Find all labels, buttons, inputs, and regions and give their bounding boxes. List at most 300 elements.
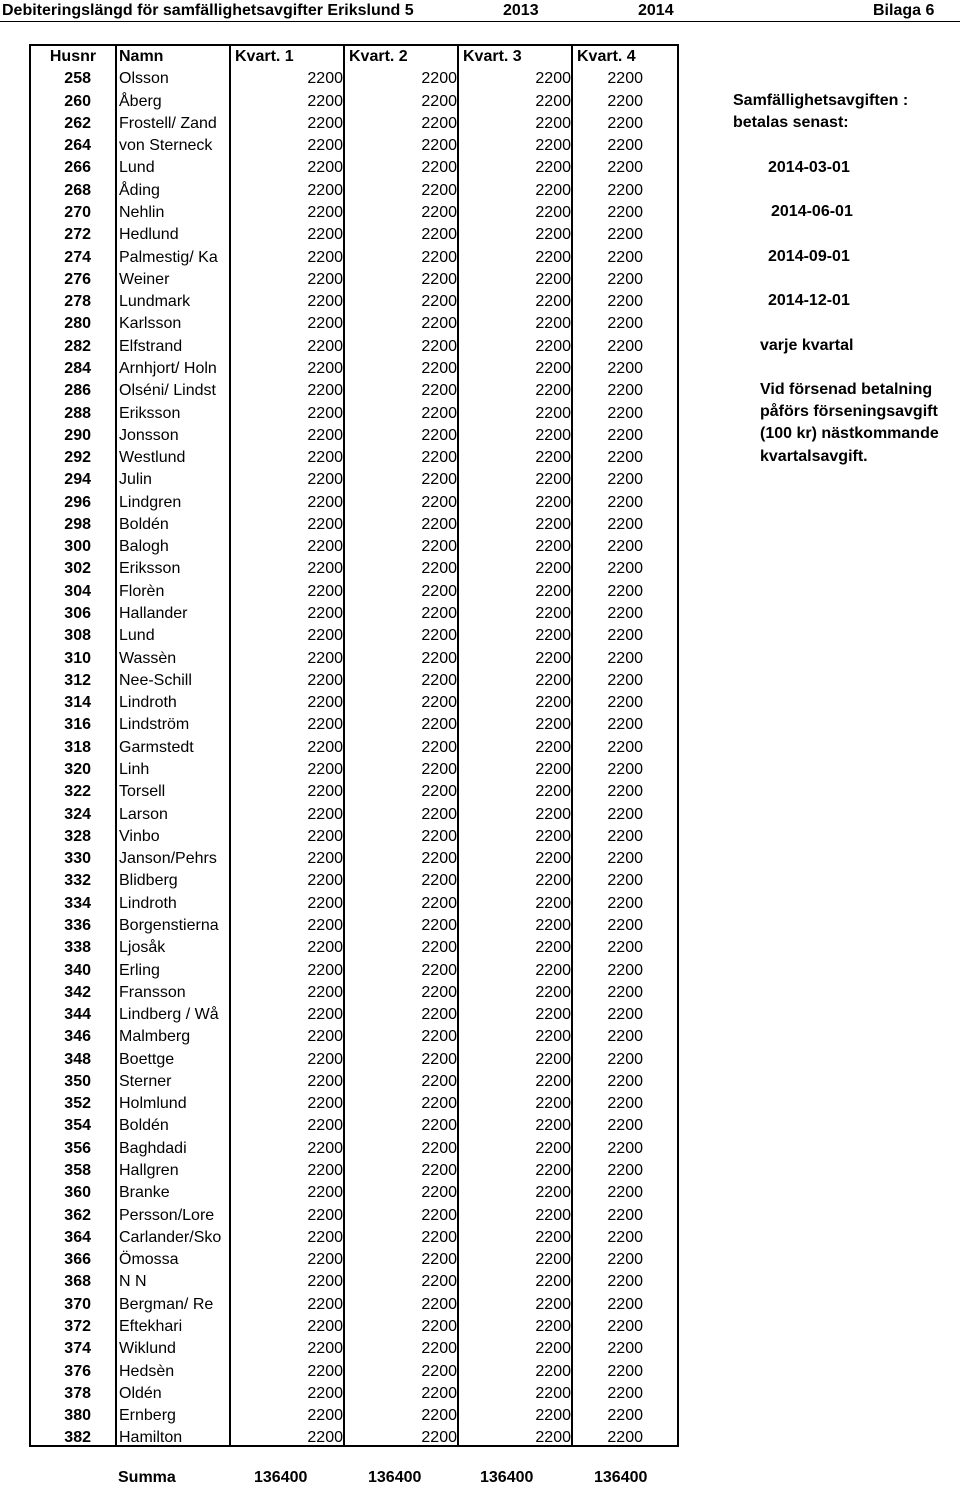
cell-kvart-4: 2200 <box>607 894 643 912</box>
cell-husnr: 338 <box>64 939 91 957</box>
table-row <box>31 358 677 380</box>
cell-husnr: 370 <box>64 1295 91 1313</box>
cell-namn: Boldén <box>119 515 169 533</box>
cell-kvart-2: 2200 <box>421 671 457 689</box>
cell-husnr: 312 <box>64 671 91 689</box>
cell-kvart-3: 2200 <box>535 1317 571 1335</box>
cell-namn: Lund <box>119 627 155 645</box>
cell-kvart-2: 2200 <box>421 315 457 333</box>
cell-kvart-2: 2200 <box>421 1384 457 1402</box>
table-row <box>31 625 677 647</box>
year-to: 2014 <box>638 2 674 19</box>
table-row <box>31 514 677 536</box>
table-row <box>31 425 677 447</box>
cell-kvart-1: 2200 <box>307 538 343 556</box>
cell-kvart-4: 2200 <box>607 1384 643 1402</box>
cell-kvart-1: 2200 <box>307 1050 343 1068</box>
cell-kvart-3: 2200 <box>535 1362 571 1380</box>
cell-kvart-4: 2200 <box>607 1273 643 1291</box>
cell-kvart-4: 2200 <box>607 605 643 623</box>
cell-kvart-4: 2200 <box>607 1050 643 1068</box>
table-row <box>31 224 677 246</box>
cell-kvart-2: 2200 <box>421 203 457 221</box>
cell-kvart-4: 2200 <box>607 1407 643 1425</box>
cell-namn: Arnhjort/ Holn <box>119 359 217 377</box>
cell-husnr: 276 <box>64 270 91 288</box>
column-header-kvart-1: Kvart. 1 <box>235 48 294 65</box>
cell-husnr: 264 <box>64 137 91 155</box>
cell-kvart-3: 2200 <box>535 181 571 199</box>
cell-kvart-1: 2200 <box>307 894 343 912</box>
cell-kvart-4: 2200 <box>607 515 643 533</box>
table-row <box>31 982 677 1004</box>
table-row <box>31 469 677 491</box>
cell-husnr: 302 <box>64 560 91 578</box>
cell-namn: Ljosåk <box>119 939 166 957</box>
cell-kvart-1: 2200 <box>307 92 343 110</box>
cell-kvart-4: 2200 <box>607 1162 643 1180</box>
frequency-note: varje kvartal <box>760 337 854 354</box>
cell-kvart-1: 2200 <box>307 1273 343 1291</box>
cell-kvart-1: 2200 <box>307 493 343 511</box>
cell-kvart-3: 2200 <box>535 1407 571 1425</box>
cell-kvart-2: 2200 <box>421 649 457 667</box>
column-header-namn: Namn <box>119 48 164 65</box>
cell-husnr: 344 <box>64 1006 91 1024</box>
cell-kvart-3: 2200 <box>535 1006 571 1024</box>
cell-namn: Eriksson <box>119 404 181 422</box>
cell-husnr: 322 <box>64 783 91 801</box>
cell-husnr: 282 <box>64 337 91 355</box>
cell-namn: Hedsèn <box>119 1362 175 1380</box>
cell-kvart-3: 2200 <box>535 805 571 823</box>
cell-kvart-1: 2200 <box>307 1095 343 1113</box>
cell-husnr: 348 <box>64 1050 91 1068</box>
cell-kvart-3: 2200 <box>535 315 571 333</box>
cell-kvart-4: 2200 <box>607 1117 643 1135</box>
cell-namn: Nehlin <box>119 203 165 221</box>
cell-husnr: 274 <box>64 248 91 266</box>
cell-kvart-2: 2200 <box>421 1006 457 1024</box>
cell-kvart-3: 2200 <box>535 916 571 934</box>
table-row <box>31 68 677 90</box>
due-date-2: 2014-06-01 <box>771 203 853 220</box>
column-header-kvart-3: Kvart. 3 <box>463 48 522 65</box>
cell-kvart-1: 2200 <box>307 359 343 377</box>
cell-kvart-2: 2200 <box>421 916 457 934</box>
cell-kvart-3: 2200 <box>535 270 571 288</box>
cell-namn: Eriksson <box>119 560 181 578</box>
cell-kvart-4: 2200 <box>607 426 643 444</box>
cell-kvart-4: 2200 <box>607 449 643 467</box>
cell-kvart-4: 2200 <box>607 270 643 288</box>
cell-namn: Elfstrand <box>119 337 183 355</box>
cell-husnr: 314 <box>64 694 91 712</box>
cell-kvart-2: 2200 <box>421 92 457 110</box>
cell-kvart-3: 2200 <box>535 137 571 155</box>
table-row <box>31 447 677 469</box>
cell-kvart-1: 2200 <box>307 716 343 734</box>
cell-kvart-3: 2200 <box>535 582 571 600</box>
cell-namn: Olsson <box>119 70 169 88</box>
table-row <box>31 1182 677 1204</box>
cell-kvart-2: 2200 <box>421 760 457 778</box>
cell-kvart-3: 2200 <box>535 760 571 778</box>
cell-kvart-2: 2200 <box>421 1095 457 1113</box>
cell-namn: Nee-Schill <box>119 671 192 689</box>
cell-kvart-2: 2200 <box>421 894 457 912</box>
cell-kvart-3: 2200 <box>535 1117 571 1135</box>
cell-kvart-3: 2200 <box>535 1206 571 1224</box>
cell-kvart-2: 2200 <box>421 181 457 199</box>
cell-husnr: 262 <box>64 114 91 132</box>
cell-namn: Blidberg <box>119 872 178 890</box>
cell-husnr: 278 <box>64 293 91 311</box>
cell-kvart-1: 2200 <box>307 70 343 88</box>
cell-namn: Erling <box>119 961 160 979</box>
table-row <box>31 1249 677 1271</box>
cell-kvart-2: 2200 <box>421 1228 457 1246</box>
cell-kvart-1: 2200 <box>307 582 343 600</box>
cell-kvart-3: 2200 <box>535 738 571 756</box>
table-header-row <box>31 46 677 68</box>
cell-kvart-4: 2200 <box>607 1028 643 1046</box>
cell-kvart-2: 2200 <box>421 114 457 132</box>
cell-kvart-4: 2200 <box>607 1340 643 1358</box>
cell-kvart-4: 2200 <box>607 359 643 377</box>
cell-husnr: 306 <box>64 605 91 623</box>
cell-kvart-1: 2200 <box>307 1340 343 1358</box>
cell-husnr: 354 <box>64 1117 91 1135</box>
cell-husnr: 350 <box>64 1072 91 1090</box>
cell-kvart-2: 2200 <box>421 694 457 712</box>
table-row <box>31 1383 677 1405</box>
cell-kvart-4: 2200 <box>607 137 643 155</box>
cell-kvart-4: 2200 <box>607 1139 643 1157</box>
late-note-line: påförs förseningsavgift <box>760 403 938 420</box>
cell-namn: Torsell <box>119 783 166 801</box>
cell-kvart-2: 2200 <box>421 1407 457 1425</box>
cell-kvart-1: 2200 <box>307 694 343 712</box>
cell-namn: Åberg <box>119 92 162 110</box>
cell-kvart-3: 2200 <box>535 627 571 645</box>
cell-kvart-4: 2200 <box>607 961 643 979</box>
cell-husnr: 382 <box>64 1429 91 1447</box>
table-row <box>31 1049 677 1071</box>
cell-kvart-4: 2200 <box>607 92 643 110</box>
cell-husnr: 378 <box>64 1384 91 1402</box>
cell-husnr: 270 <box>64 203 91 221</box>
cell-kvart-3: 2200 <box>535 538 571 556</box>
cell-kvart-4: 2200 <box>607 805 643 823</box>
cell-kvart-3: 2200 <box>535 1384 571 1402</box>
cell-husnr: 294 <box>64 471 91 489</box>
cell-kvart-2: 2200 <box>421 248 457 266</box>
table-row <box>31 536 677 558</box>
cell-kvart-1: 2200 <box>307 738 343 756</box>
cell-namn: Janson/Pehrs <box>119 850 217 868</box>
cell-namn: Borgenstierna <box>119 916 219 934</box>
table-row <box>31 247 677 269</box>
cell-kvart-2: 2200 <box>421 1206 457 1224</box>
header-divider <box>0 21 960 22</box>
cell-husnr: 340 <box>64 961 91 979</box>
cell-kvart-2: 2200 <box>421 1340 457 1358</box>
cell-kvart-3: 2200 <box>535 694 571 712</box>
cell-kvart-4: 2200 <box>607 983 643 1001</box>
cell-husnr: 332 <box>64 872 91 890</box>
cell-kvart-3: 2200 <box>535 1429 571 1447</box>
table-row <box>31 1405 677 1427</box>
cell-namn: Lindström <box>119 716 190 734</box>
cell-kvart-4: 2200 <box>607 649 643 667</box>
cell-kvart-4: 2200 <box>607 760 643 778</box>
table-row <box>31 826 677 848</box>
cell-namn: Hallander <box>119 605 188 623</box>
cell-kvart-1: 2200 <box>307 270 343 288</box>
cell-husnr: 342 <box>64 983 91 1001</box>
cell-kvart-2: 2200 <box>421 270 457 288</box>
cell-kvart-2: 2200 <box>421 1317 457 1335</box>
cell-kvart-1: 2200 <box>307 1162 343 1180</box>
cell-kvart-4: 2200 <box>607 850 643 868</box>
cell-kvart-3: 2200 <box>535 382 571 400</box>
cell-kvart-3: 2200 <box>535 1028 571 1046</box>
table-row <box>31 737 677 759</box>
cell-namn: Ernberg <box>119 1407 176 1425</box>
cell-kvart-4: 2200 <box>607 671 643 689</box>
cell-namn: Frostell/ Zand <box>119 114 217 132</box>
cell-husnr: 266 <box>64 159 91 177</box>
cell-kvart-3: 2200 <box>535 961 571 979</box>
cell-kvart-1: 2200 <box>307 1384 343 1402</box>
cell-husnr: 258 <box>64 70 91 88</box>
table-row <box>31 91 677 113</box>
cell-husnr: 334 <box>64 894 91 912</box>
cell-namn: Eftekhari <box>119 1317 183 1335</box>
cell-kvart-4: 2200 <box>607 694 643 712</box>
cell-kvart-4: 2200 <box>607 404 643 422</box>
table-row <box>31 781 677 803</box>
cell-kvart-1: 2200 <box>307 671 343 689</box>
cell-namn: Julin <box>119 471 152 489</box>
cell-kvart-2: 2200 <box>421 137 457 155</box>
cell-kvart-1: 2200 <box>307 449 343 467</box>
cell-husnr: 328 <box>64 827 91 845</box>
cell-kvart-3: 2200 <box>535 248 571 266</box>
cell-kvart-4: 2200 <box>607 783 643 801</box>
table-row <box>31 492 677 514</box>
table-row <box>31 848 677 870</box>
cell-kvart-1: 2200 <box>307 1317 343 1335</box>
cell-husnr: 356 <box>64 1139 91 1157</box>
cell-kvart-3: 2200 <box>535 203 571 221</box>
cell-kvart-1: 2200 <box>307 560 343 578</box>
table-row <box>31 1361 677 1383</box>
table-row <box>31 313 677 335</box>
column-divider <box>343 46 345 1445</box>
cell-husnr: 288 <box>64 404 91 422</box>
cell-namn: Persson/Lore <box>119 1206 215 1224</box>
cell-kvart-4: 2200 <box>607 382 643 400</box>
cell-kvart-1: 2200 <box>307 805 343 823</box>
cell-kvart-1: 2200 <box>307 293 343 311</box>
cell-namn: Lindroth <box>119 894 177 912</box>
cell-namn: Balogh <box>119 538 169 556</box>
cell-husnr: 260 <box>64 92 91 110</box>
cell-kvart-3: 2200 <box>535 515 571 533</box>
cell-kvart-1: 2200 <box>307 872 343 890</box>
cell-namn: Hamilton <box>119 1429 183 1447</box>
cell-namn: Weiner <box>119 270 170 288</box>
cell-kvart-1: 2200 <box>307 159 343 177</box>
table-row <box>31 1227 677 1249</box>
late-note-line: Vid försenad betalning <box>760 381 933 398</box>
cell-namn: Lindberg / Wå <box>119 1006 219 1024</box>
cell-husnr: 380 <box>64 1407 91 1425</box>
cell-kvart-3: 2200 <box>535 1095 571 1113</box>
cell-kvart-2: 2200 <box>421 627 457 645</box>
cell-kvart-3: 2200 <box>535 426 571 444</box>
column-divider <box>229 46 231 1445</box>
cell-namn: Boettge <box>119 1050 175 1068</box>
cell-kvart-4: 2200 <box>607 582 643 600</box>
cell-husnr: 290 <box>64 426 91 444</box>
table-row <box>31 1004 677 1026</box>
table-row <box>31 1160 677 1182</box>
cell-husnr: 304 <box>64 582 91 600</box>
cell-namn: Fransson <box>119 983 186 1001</box>
cell-husnr: 280 <box>64 315 91 333</box>
cell-kvart-4: 2200 <box>607 560 643 578</box>
cell-kvart-3: 2200 <box>535 293 571 311</box>
cell-kvart-3: 2200 <box>535 1050 571 1068</box>
cell-namn: Larson <box>119 805 168 823</box>
cell-kvart-2: 2200 <box>421 471 457 489</box>
cell-kvart-4: 2200 <box>607 1295 643 1313</box>
table-row <box>31 403 677 425</box>
sum-label: Summa <box>118 1469 176 1486</box>
cell-namn: Lindgren <box>119 493 182 511</box>
cell-namn: Åding <box>119 181 160 199</box>
cell-kvart-3: 2200 <box>535 404 571 422</box>
cell-namn: N N <box>119 1273 147 1291</box>
cell-husnr: 320 <box>64 760 91 778</box>
cell-kvart-3: 2200 <box>535 783 571 801</box>
cell-kvart-3: 2200 <box>535 605 571 623</box>
cell-kvart-1: 2200 <box>307 850 343 868</box>
cell-kvart-4: 2200 <box>607 293 643 311</box>
cell-kvart-3: 2200 <box>535 716 571 734</box>
cell-namn: Boldén <box>119 1117 169 1135</box>
cell-kvart-4: 2200 <box>607 248 643 266</box>
cell-kvart-4: 2200 <box>607 916 643 934</box>
cell-kvart-4: 2200 <box>607 471 643 489</box>
cell-kvart-4: 2200 <box>607 1006 643 1024</box>
cell-kvart-4: 2200 <box>607 627 643 645</box>
cell-namn: Ömossa <box>119 1251 179 1269</box>
cell-kvart-1: 2200 <box>307 1407 343 1425</box>
cell-kvart-1: 2200 <box>307 605 343 623</box>
cell-kvart-4: 2200 <box>607 1095 643 1113</box>
cell-husnr: 318 <box>64 738 91 756</box>
cell-kvart-4: 2200 <box>607 114 643 132</box>
cell-kvart-2: 2200 <box>421 159 457 177</box>
column-divider <box>457 46 459 1445</box>
cell-namn: Garmstedt <box>119 738 194 756</box>
cell-kvart-2: 2200 <box>421 1072 457 1090</box>
cell-namn: Linh <box>119 760 150 778</box>
cell-kvart-1: 2200 <box>307 203 343 221</box>
cell-kvart-4: 2200 <box>607 1317 643 1335</box>
cell-kvart-1: 2200 <box>307 426 343 444</box>
cell-husnr: 316 <box>64 716 91 734</box>
cell-husnr: 296 <box>64 493 91 511</box>
cell-namn: Westlund <box>119 449 186 467</box>
cell-namn: Baghdadi <box>119 1139 187 1157</box>
cell-kvart-3: 2200 <box>535 493 571 511</box>
cell-kvart-3: 2200 <box>535 1228 571 1246</box>
cell-kvart-3: 2200 <box>535 983 571 1001</box>
cell-kvart-2: 2200 <box>421 1429 457 1447</box>
cell-kvart-2: 2200 <box>421 1117 457 1135</box>
cell-namn: Carlander/Sko <box>119 1228 222 1246</box>
cell-kvart-1: 2200 <box>307 916 343 934</box>
cell-kvart-2: 2200 <box>421 983 457 1001</box>
cell-kvart-2: 2200 <box>421 560 457 578</box>
table-row <box>31 759 677 781</box>
cell-kvart-3: 2200 <box>535 1251 571 1269</box>
column-header-kvart-2: Kvart. 2 <box>349 48 408 65</box>
billing-table <box>29 44 679 1447</box>
cell-kvart-3: 2200 <box>535 1340 571 1358</box>
cell-kvart-3: 2200 <box>535 1162 571 1180</box>
cell-namn: Palmestig/ Ka <box>119 248 218 266</box>
cell-kvart-3: 2200 <box>535 114 571 132</box>
cell-husnr: 272 <box>64 226 91 244</box>
table-row <box>31 135 677 157</box>
cell-kvart-1: 2200 <box>307 137 343 155</box>
cell-kvart-3: 2200 <box>535 850 571 868</box>
cell-kvart-3: 2200 <box>535 226 571 244</box>
cell-kvart-1: 2200 <box>307 1117 343 1135</box>
cell-kvart-3: 2200 <box>535 1295 571 1313</box>
cell-husnr: 368 <box>64 1273 91 1291</box>
table-row <box>31 1316 677 1338</box>
cell-husnr: 372 <box>64 1317 91 1335</box>
cell-kvart-4: 2200 <box>607 827 643 845</box>
cell-kvart-4: 2200 <box>607 1251 643 1269</box>
cell-kvart-4: 2200 <box>607 538 643 556</box>
cell-kvart-4: 2200 <box>607 493 643 511</box>
table-row <box>31 1115 677 1137</box>
cell-kvart-4: 2200 <box>607 939 643 957</box>
cell-kvart-1: 2200 <box>307 1228 343 1246</box>
cell-namn: von Sterneck <box>119 137 213 155</box>
table-row <box>31 670 677 692</box>
cell-kvart-1: 2200 <box>307 181 343 199</box>
cell-namn: Lund <box>119 159 155 177</box>
late-note-line: kvartalsavgift. <box>760 448 868 465</box>
cell-husnr: 300 <box>64 538 91 556</box>
cell-husnr: 358 <box>64 1162 91 1180</box>
cell-kvart-3: 2200 <box>535 671 571 689</box>
sum-kvart-2: 136400 <box>368 1469 422 1486</box>
cell-kvart-3: 2200 <box>535 1139 571 1157</box>
cell-kvart-2: 2200 <box>421 961 457 979</box>
table-row <box>31 1338 677 1360</box>
cell-namn: Olséni/ Lindst <box>119 382 216 400</box>
